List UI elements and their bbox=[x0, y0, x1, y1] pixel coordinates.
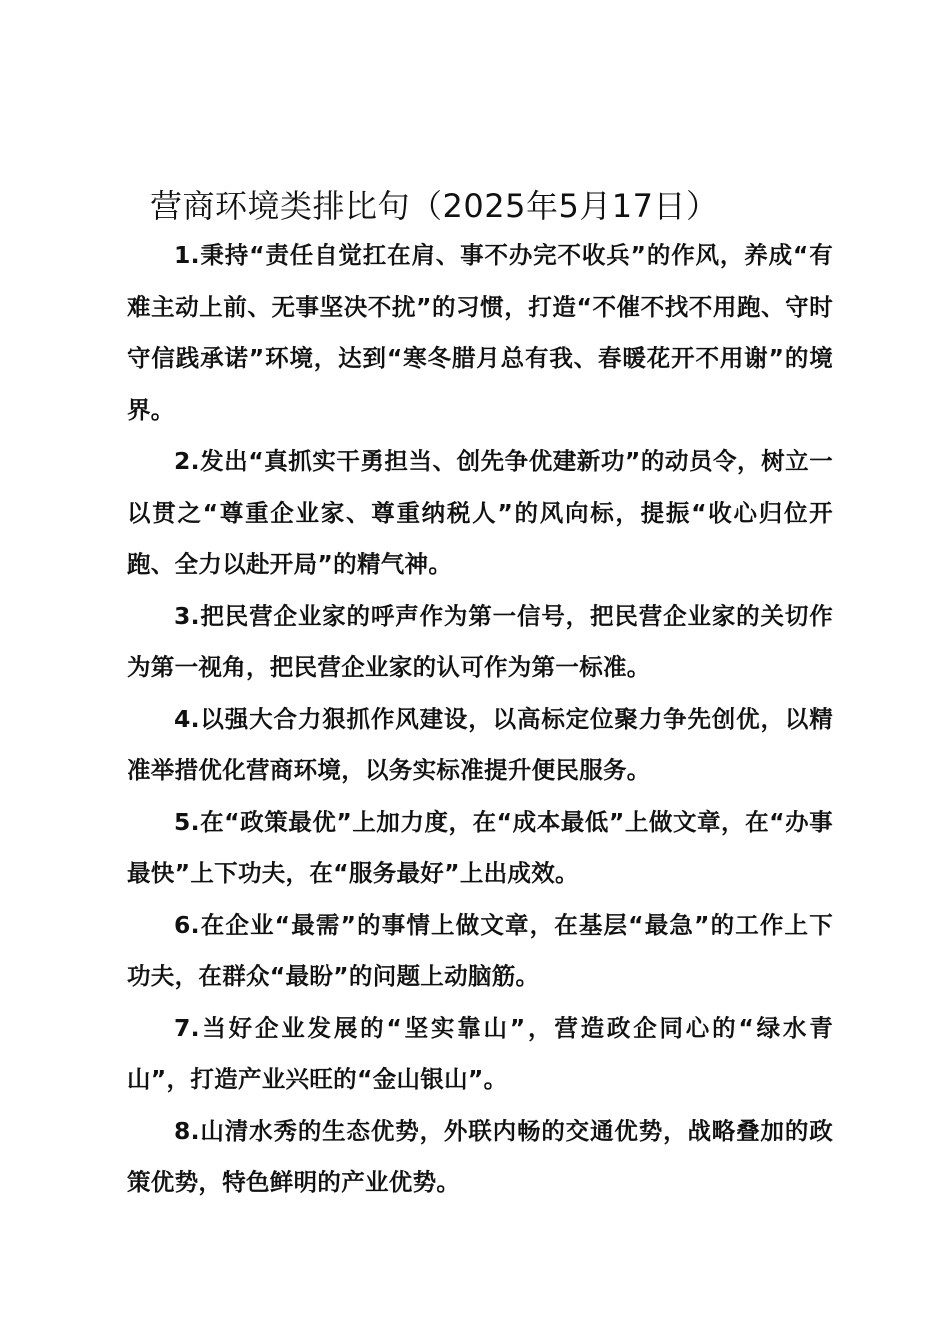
paragraph-3: 3.把民营企业家的呼声作为第一信号，把民营企业家的关切作为第一视角，把民营企业家的认可作为第一标准。 bbox=[127, 601, 833, 681]
paragraph-6: 6.在企业“最需”的事情上做文章，在基层“最急”的工作上下功夫，在群众“最盼”的问题上动脑筋。 bbox=[127, 910, 833, 990]
paragraph-1: 1.秉持“责任自觉扛在肩、事不办完不收兵”的作风，养成“有难主动上前、无事坚决不扰”的习惯，打造“不催不找不用跑、守时守信践承诺”环境，达到“寒冬腊月总有我、春暖花开不用谢”的境界。 bbox=[127, 241, 833, 424]
paragraph-5: 5.在“政策最优”上加力度，在“成本最低”上做文章，在“办事最快”上下功夫，在“服务最好”上出成效。 bbox=[127, 807, 833, 887]
paragraph-2: 2.发出“真抓实干勇担当、创先争优建新功”的动员令，树立一以贯之“尊重企业家、尊重纳税人”的风向标，提振“收心归位开跑、全力以赴开局”的精气神。 bbox=[127, 447, 833, 578]
document-body bbox=[127, 230, 833, 1209]
paragraph-4: 4.以强大合力狠抓作风建设，以高标定位聚力争先创优，以精准举措优化营商环境，以务实标准提升便民服务。 bbox=[127, 704, 833, 784]
paragraph-7: 7.当好企业发展的“坚实靠山”，营造政企同心的“绿水青山”，打造产业兴旺的“金山银山”。 bbox=[127, 1013, 833, 1093]
document-title: 营商环境类排比句（2025年5月17日） bbox=[150, 187, 719, 225]
paragraph-8: 8.山清水秀的生态优势，外联内畅的交通优势，战略叠加的政策优势，特色鲜明的产业优势。 bbox=[127, 1116, 833, 1196]
